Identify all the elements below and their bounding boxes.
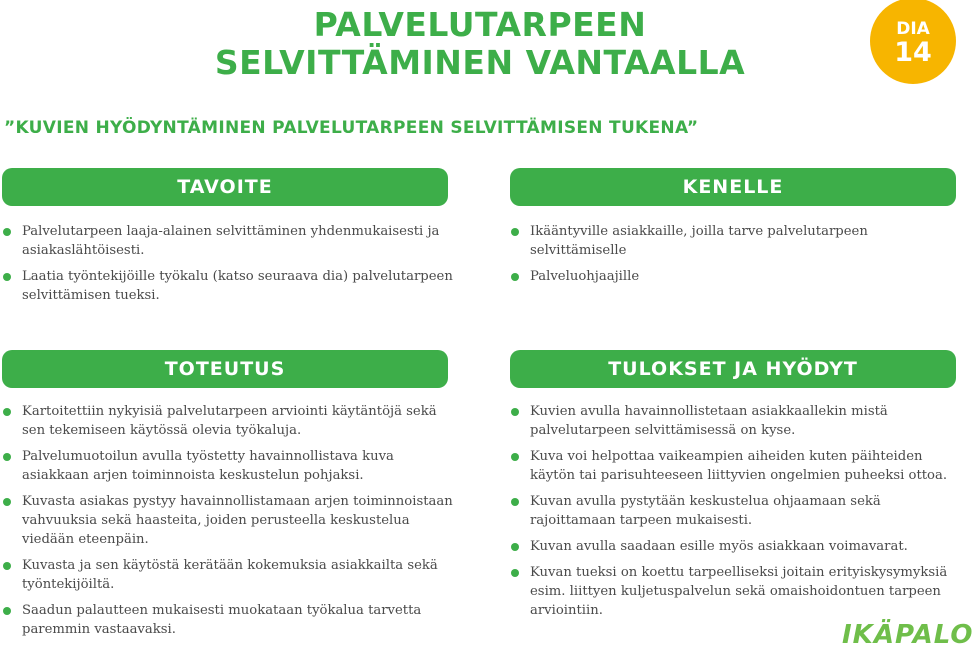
kenelle-list	[508, 222, 960, 293]
section-heading-kenelle: KENELLE	[510, 168, 956, 206]
list-item: Kuvan avulla saadaan esille myös asiakkaan voimavarat.	[508, 537, 960, 556]
tulokset-list	[508, 402, 960, 627]
list-item: Laatia työntekijöille työkalu (katso seuraava dia) palvelutarpeen selvittämisen tueksi.	[0, 267, 458, 305]
toteutus-list	[0, 402, 458, 646]
list-item: Kuvan tueksi on koettu tarpeelliseksi joitain erityiskysymyksiä esim. liittyen kuljetuspalvelun sekä omaishoidontuen tarpeen arviointiin.	[508, 563, 960, 620]
section-heading-toteutus: TOTEUTUS	[2, 350, 448, 388]
ikapalo-logo: IKÄPALO	[842, 620, 973, 650]
list-item: Palvelutarpeen laaja-alainen selvittäminen yhdenmukaisesti ja asiakaslähtöisesti.	[0, 222, 458, 260]
slide-label: DIA	[896, 19, 930, 39]
list-item: Kuvasta ja sen käytöstä kerätään kokemuksia asiakkailta sekä työntekijöiltä.	[0, 556, 458, 594]
tavoite-list	[0, 222, 458, 312]
page-subtitle: ”KUVIEN HYÖDYNTÄMINEN PALVELUTARPEEN SELVITTÄMISEN TUKENA”	[4, 118, 699, 138]
section-heading-tulokset: TULOKSET JA HYÖDYT	[510, 350, 956, 388]
list-item: Ikääntyville asiakkaille, joilla tarve palvelutarpeen selvittämiselle	[508, 222, 960, 260]
page-title-line-2: SELVITTÄMINEN VANTAALLA	[214, 43, 746, 82]
list-item: Palveluohjaajille	[508, 267, 960, 286]
list-item: Kuvien avulla havainnollistetaan asiakkaallekin mistä palvelutarpeen selvittämisessä on kyse.	[508, 402, 960, 440]
section-heading-tavoite: TAVOITE	[2, 168, 448, 206]
list-item: Kartoitettiin nykyisiä palvelutarpeen arviointi käytäntöjä sekä sen tekemiseen käytössä olevia työkaluja.	[0, 402, 458, 440]
slide-number: 14	[894, 37, 932, 68]
page-title	[180, 6, 780, 82]
page-title-line-1: PALVELUTARPEEN	[313, 5, 647, 44]
list-item: Kuvan avulla pystytään keskustelua ohjaamaan sekä rajoittamaan tarpeen mukaisesti.	[508, 492, 960, 530]
list-item: Kuva voi helpottaa vaikeampien aiheiden kuten päihteiden käytön tai parisuhteeseen liittyvien ongelmien puheeksi ottoa.	[508, 447, 960, 485]
list-item: Palvelumuotoilun avulla työstetty havainnollistava kuva asiakkaan arjen toiminnoista keskustelun pohjaksi.	[0, 447, 458, 485]
list-item: Kuvasta asiakas pystyy havainnollistamaan arjen toiminnoistaan vahvuuksia sekä haasteita, joiden perusteella keskustelua viedään eteenpäin.	[0, 492, 458, 549]
slide-number-badge	[870, 0, 956, 84]
list-item: Saadun palautteen mukaisesti muokataan työkalua tarvetta paremmin vastaavaksi.	[0, 601, 458, 639]
